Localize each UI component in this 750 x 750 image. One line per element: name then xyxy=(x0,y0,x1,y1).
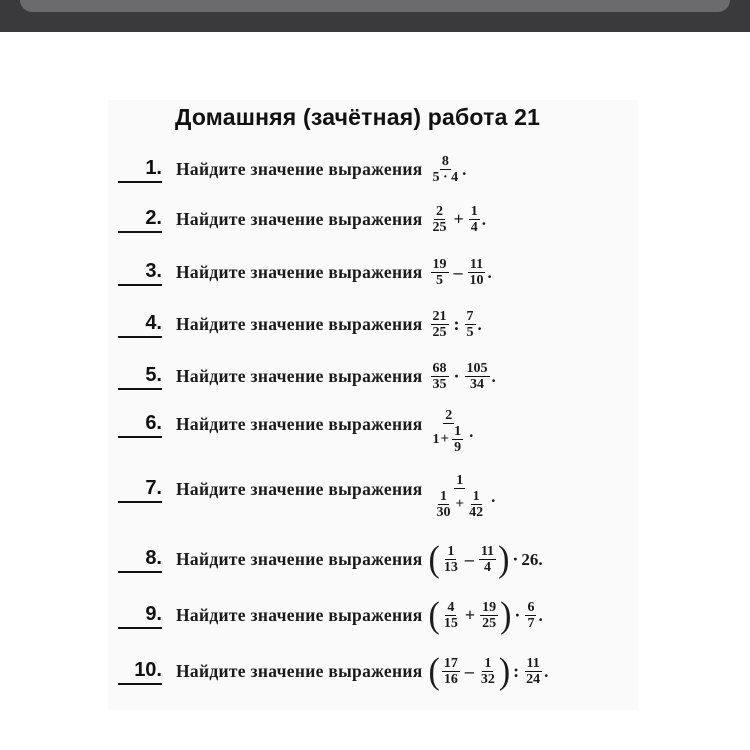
expression: $\frac{68}{35}$ · $\frac{105}{34}$ . xyxy=(432,361,496,392)
task-9 xyxy=(118,594,638,636)
task-6 xyxy=(118,408,638,455)
operator: + xyxy=(453,209,464,229)
fraction: $\frac{19}{25}$ xyxy=(482,600,497,631)
fraction: $\frac{7}{5}$ xyxy=(466,309,474,340)
expression: 1 $\frac{1}{30}$ + $\frac{1}{42}$ . xyxy=(429,473,496,520)
task-question: Найдите значение выражения xyxy=(176,549,423,569)
operator: · xyxy=(512,549,519,569)
expression: ( $\frac{4}{15}$ + $\frac{19}{25}$ ) · $\frac{6}{7}$ . xyxy=(428,594,543,636)
task-question: Найдите значение выражения xyxy=(176,479,423,499)
operator: : xyxy=(513,661,520,681)
expression: $\frac{21}{25}$ : $\frac{7}{5}$ . xyxy=(432,309,482,340)
task-question: Найдите значение выражения xyxy=(176,314,423,334)
fraction: $\frac{2}{25}$ xyxy=(432,204,447,235)
task-number: 1. xyxy=(118,157,162,183)
task-number: 9. xyxy=(118,603,162,629)
expression: $\frac{19}{5}$ – $\frac{11}{10}$ . xyxy=(432,257,492,288)
task-3 xyxy=(118,257,638,288)
fraction: $\frac{11}{10}$ xyxy=(469,257,484,288)
top-bar xyxy=(0,0,750,32)
fraction: $\frac{8}{5 \cdot 4}$ xyxy=(432,154,459,185)
task-question: Найдите значение выражения xyxy=(176,209,423,229)
operator: – xyxy=(464,661,474,681)
operator: · xyxy=(514,605,521,625)
operator: – xyxy=(453,262,463,282)
task-number: 10. xyxy=(118,659,162,685)
task-4 xyxy=(118,309,638,340)
expression: 2 1 + $\frac{1}{9}$ . xyxy=(432,408,474,455)
task-number: 3. xyxy=(118,260,162,286)
fraction: $\frac{19}{5}$ xyxy=(432,257,447,288)
task-number: 6. xyxy=(118,412,162,438)
fraction: $\frac{6}{7}$ xyxy=(527,600,535,631)
page-title: Домашняя (зачётная) работа 21 xyxy=(175,104,541,130)
task-number: 8. xyxy=(118,547,162,573)
top-bar-pill xyxy=(20,0,730,12)
task-7 xyxy=(118,473,638,520)
task-number: 5. xyxy=(118,364,162,390)
fraction: $\frac{21}{25}$ xyxy=(432,309,447,340)
operator: : xyxy=(453,314,460,334)
task-question: Найдите значение выражения xyxy=(176,262,423,282)
fraction: $\frac{68}{35}$ xyxy=(432,361,447,392)
fraction: $\frac{11}{24}$ xyxy=(526,656,541,687)
task-question: Найдите значение выражения xyxy=(176,661,423,681)
fraction: $\frac{105}{34}$ xyxy=(466,361,488,392)
task-question: Найдите значение выражения xyxy=(176,159,423,179)
task-number: 2. xyxy=(118,207,162,233)
complex-fraction: 2 1 + $\frac{1}{9}$ xyxy=(432,408,462,455)
fraction: $\frac{17}{16}$ xyxy=(443,656,458,687)
expression: ( $\frac{1}{13}$ – $\frac{11}{4}$ ) · 26 . xyxy=(428,538,543,580)
fraction: $\frac{1}{30}$ xyxy=(436,489,451,520)
operator: – xyxy=(464,549,474,569)
fraction: $\frac{1}{4}$ xyxy=(470,204,478,235)
task-question: Найдите значение выражения xyxy=(176,366,423,386)
expression: $\frac{8}{5 \cdot 4}$ . xyxy=(432,154,467,185)
fraction: $\frac{1}{42}$ xyxy=(469,489,484,520)
task-1 xyxy=(118,154,638,185)
fraction: $\frac{1}{13}$ xyxy=(443,544,458,575)
task-10 xyxy=(118,650,638,692)
fraction: $\frac{4}{15}$ xyxy=(443,600,458,631)
task-question: Найдите значение выражения xyxy=(176,605,423,625)
fraction: $\frac{1}{32}$ xyxy=(480,656,495,687)
task-question: Найдите значение выражения xyxy=(176,414,423,434)
task-2 xyxy=(118,204,638,235)
operator: + xyxy=(464,605,476,625)
task-number: 7. xyxy=(118,477,162,503)
task-number: 4. xyxy=(118,312,162,338)
fraction: $\frac{1}{9}$ xyxy=(454,424,462,455)
expression: $\frac{2}{25}$ + $\frac{1}{4}$ . xyxy=(432,204,487,235)
expression: ( $\frac{17}{16}$ – $\frac{1}{32}$ ) : $\frac{11}{24}$ . xyxy=(428,650,549,692)
complex-fraction: 1 $\frac{1}{30}$ + $\frac{1}{42}$ xyxy=(436,473,484,520)
fraction: $\frac{11}{4}$ xyxy=(480,544,495,575)
task-5 xyxy=(118,361,638,392)
task-8 xyxy=(118,538,638,580)
operator: · xyxy=(453,366,460,386)
